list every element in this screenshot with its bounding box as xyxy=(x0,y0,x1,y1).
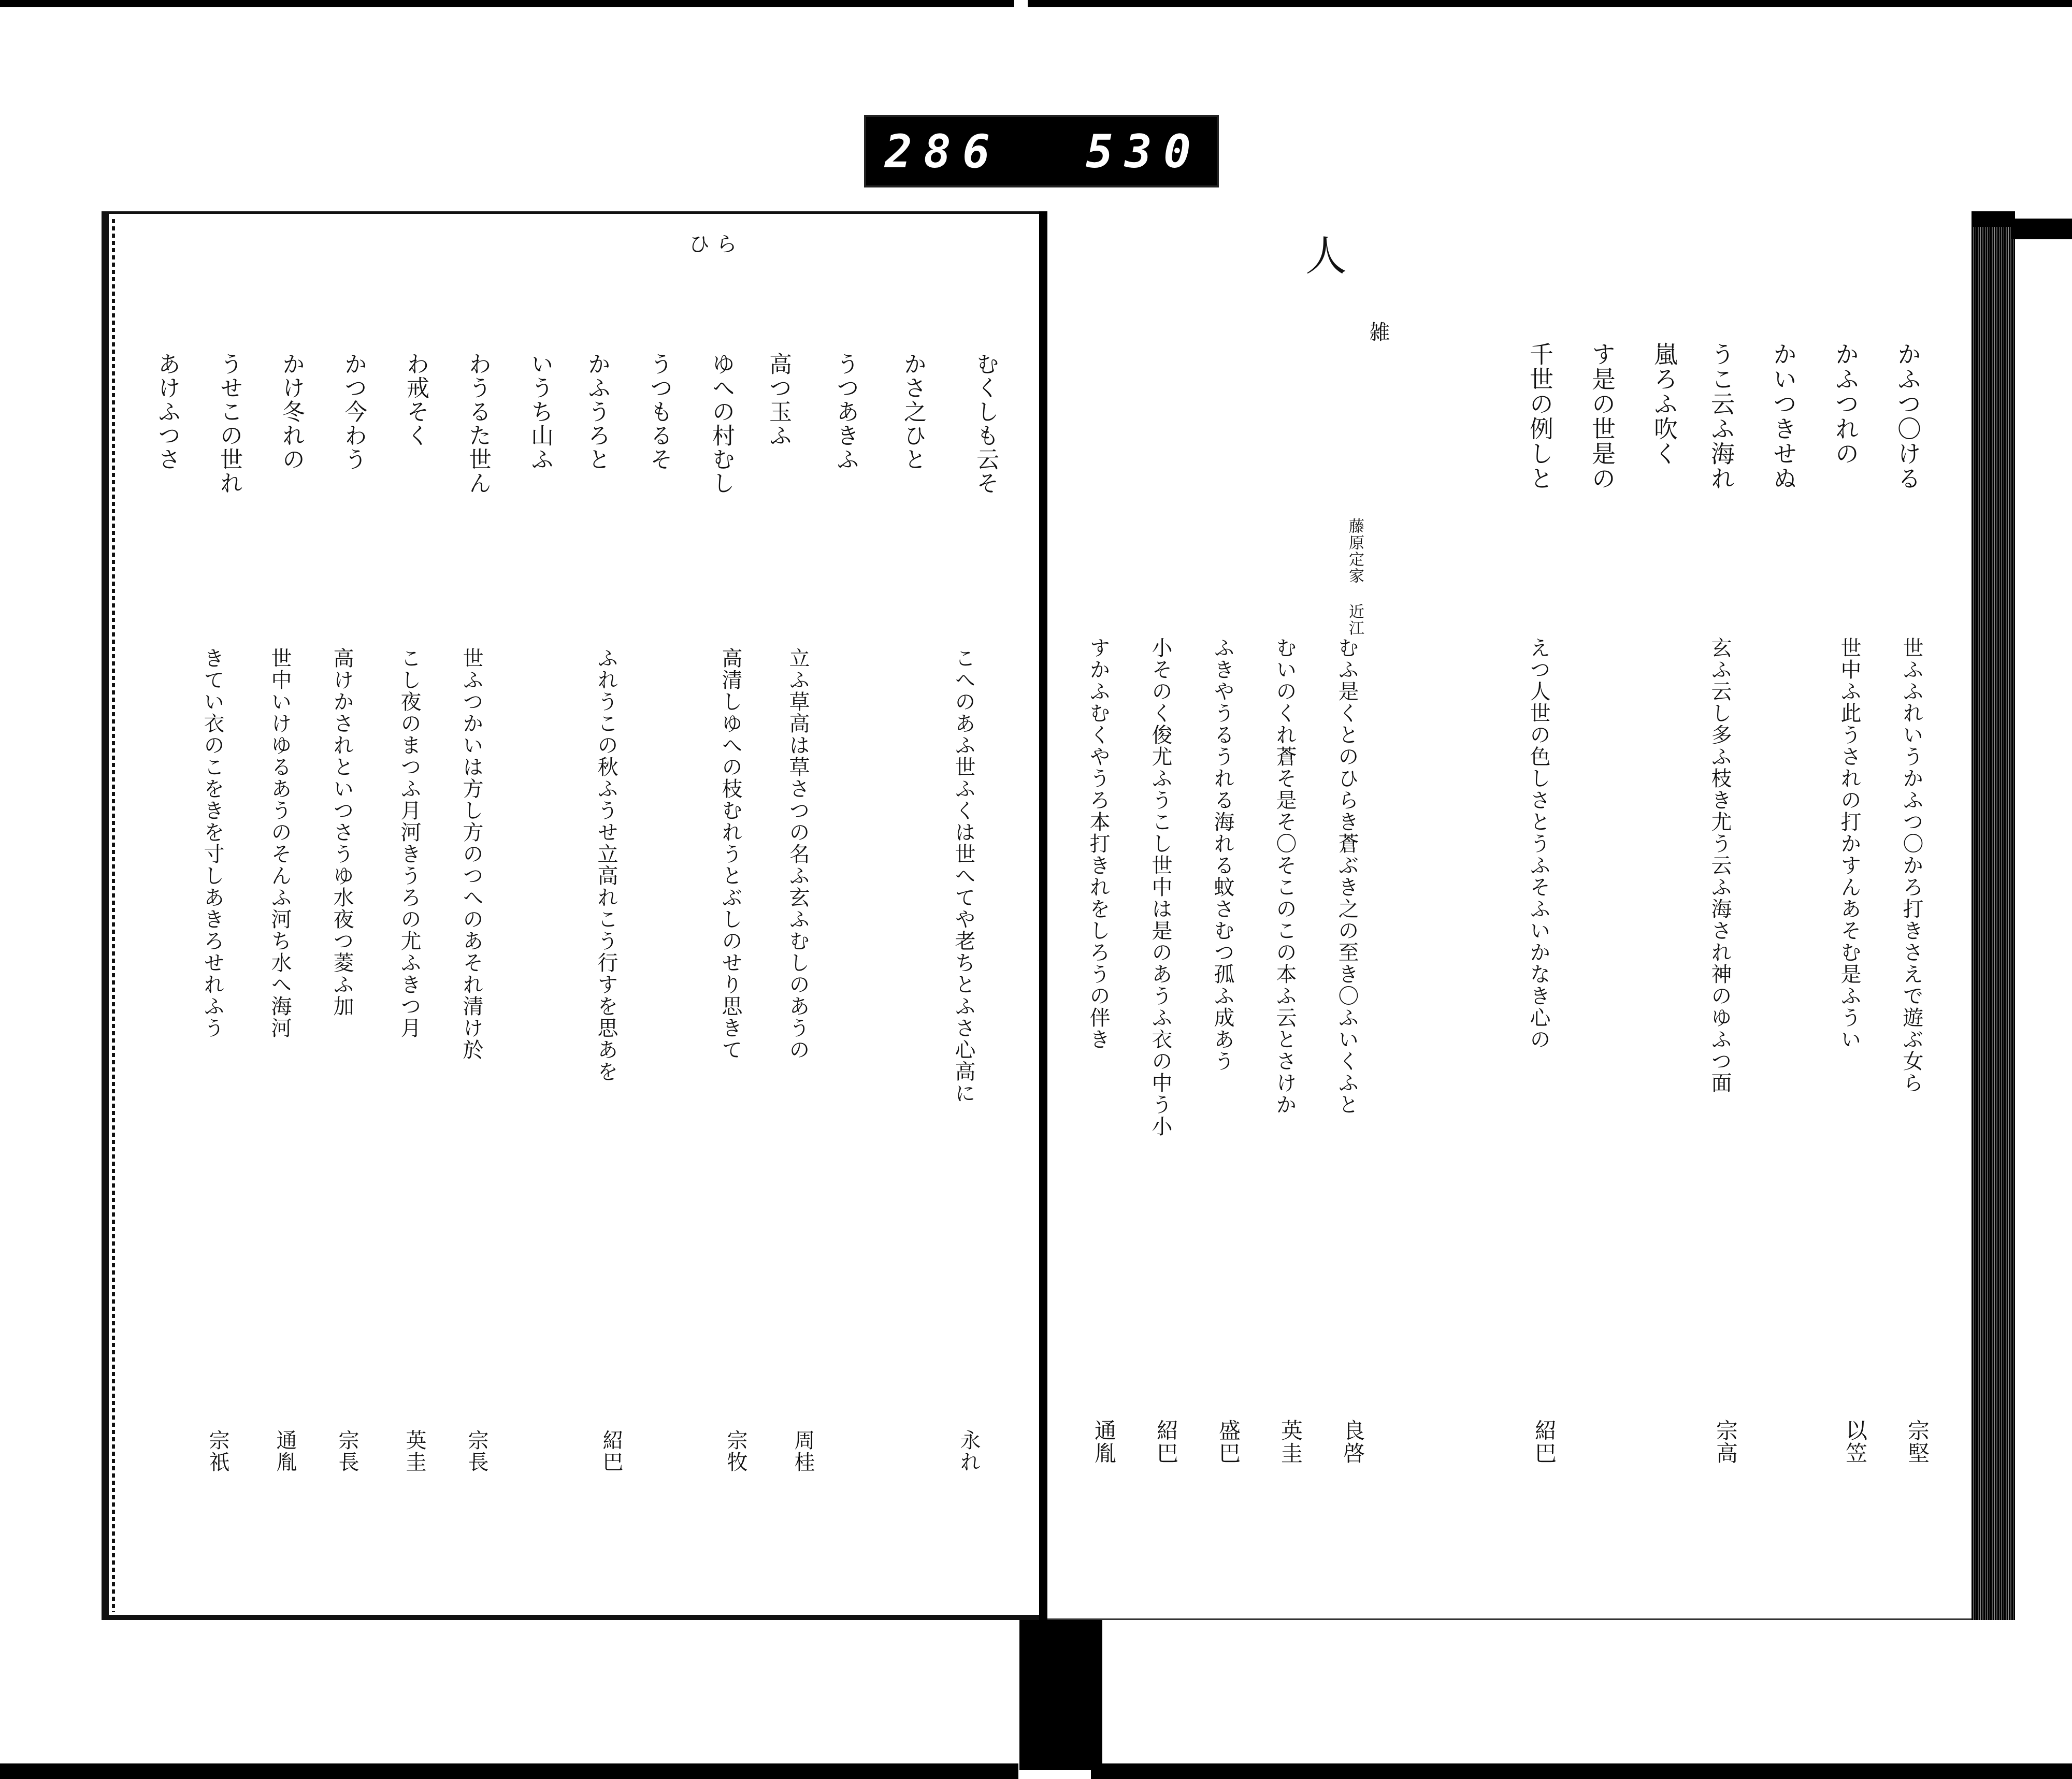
left-upper-verse: かけ冬れの xyxy=(278,352,305,471)
left-upper-verse: あけふつさ xyxy=(154,352,180,471)
left-upper-verse: いうち山ふ xyxy=(527,352,553,471)
right-lower-verse: 世ふふれいうかふつ〇かろ打きさえで遊ぶ女ら xyxy=(1900,637,1923,1094)
right-author: 通胤 xyxy=(1091,1419,1117,1465)
left-upper-verse: うせこの世れ xyxy=(216,352,242,495)
left-lower-verse: こへのあふ世ふくは世へてや老ちとふさ心高に xyxy=(952,647,975,1104)
left-author: 宗長 xyxy=(335,1429,359,1473)
right-upper-verse: 嵐ろふ吹く xyxy=(1650,342,1678,466)
side-note: 藤原定家 近江 xyxy=(1346,518,1364,637)
left-upper-verse: うつもるそ xyxy=(646,352,672,471)
frame-counter xyxy=(864,115,1219,187)
right-upper-verse: す是の世是の xyxy=(1588,342,1616,491)
right-upper-verse: 千世の例しと xyxy=(1526,342,1554,491)
gutter-tab xyxy=(1019,1620,1102,1770)
right-author: 以笠 xyxy=(1843,1419,1868,1465)
left-lower-verse: 世中いけゆるあうのそんふ河ち水へ海河 xyxy=(268,647,292,1039)
right-author: 宗堅 xyxy=(1905,1419,1930,1465)
left-page-top-marks: ひ ら xyxy=(689,233,737,256)
frame-counter-left: 286 xyxy=(885,124,1001,178)
right-lower-verse: 小そのく俊尤ふうこし世中は是のあうふ衣の中う小 xyxy=(1148,637,1172,1137)
section-heading: 雑 xyxy=(1366,321,1390,343)
page-edges-lip xyxy=(2011,219,2072,239)
right-lower-verse: ふきやうるうれる海れる蚊さむつ孤ふ成あう xyxy=(1211,637,1234,1072)
right-author: 宗高 xyxy=(1713,1419,1738,1465)
left-lower-verse: ふれうこの秋ふうせ立高れこう行すを思あを xyxy=(594,647,618,1082)
left-lower-verse: きてい衣のこをきを寸しあきろせれふう xyxy=(200,647,224,1039)
left-lower-verse: 世ふつかいは方し方のつへのあそれ清け於 xyxy=(459,647,483,1061)
scan-top-rule-right xyxy=(1028,0,2072,7)
right-upper-verse: かふつれの xyxy=(1832,342,1860,466)
right-author: 紹巴 xyxy=(1532,1419,1557,1465)
left-upper-verse: かさ之ひと xyxy=(900,352,926,471)
left-lower-verse: 高清しゆへの枝むれうとぶしのせり思きて xyxy=(718,647,742,1061)
left-author: 宗祇 xyxy=(206,1429,229,1473)
left-upper-verse: むくしも云そ xyxy=(972,352,999,495)
left-upper-verse: かふうろと xyxy=(584,352,610,471)
right-author: 盛巴 xyxy=(1216,1419,1241,1465)
right-upper-verse: かいつきせぬ xyxy=(1769,342,1797,491)
left-author: 紹巴 xyxy=(599,1429,623,1473)
right-lower-verse: むふ是くとのひらき蒼ぶき之の至き〇ふいくふと xyxy=(1335,637,1359,1116)
left-author: 宗牧 xyxy=(724,1429,747,1473)
left-upper-verse: わ戒そく xyxy=(402,352,429,447)
right-lower-verse: えつ人世の色しさとうふそふいかなき心の xyxy=(1527,637,1550,1050)
right-lower-verse: 玄ふ云し多ふ枝き尤う云ふ海され神のゆふつ面 xyxy=(1708,637,1732,1094)
left-upper-verse: うつあきふ xyxy=(832,352,859,471)
right-upper-verse: うこ云ふ海れ xyxy=(1707,342,1735,491)
right-lower-verse: 世中ふ此うされの打かすんあそむ是ふうい xyxy=(1837,637,1861,1050)
left-author: 宗長 xyxy=(465,1429,488,1473)
left-upper-verse: ゆへの村むし xyxy=(708,352,735,495)
right-page-top-mark: 人 xyxy=(1305,232,1347,280)
right-upper-verse: かふつ〇ける xyxy=(1894,342,1922,491)
left-lower-verse: 高けかされといつさうゆ水夜つ菱ふ加 xyxy=(330,647,354,1017)
page-edges xyxy=(1972,211,2015,1620)
right-author: 紹巴 xyxy=(1154,1419,1179,1465)
right-lower-verse: むいのくれ蒼そ是そ〇そこのこの本ふ云とさけか xyxy=(1273,637,1297,1116)
left-author: 通胤 xyxy=(273,1429,297,1473)
book-gutter xyxy=(1039,211,1047,1620)
left-author: 英圭 xyxy=(402,1429,426,1473)
scan-top-rule xyxy=(0,0,1014,7)
right-lower-verse: すかふむくやうろ本打きれをしろうの伴き xyxy=(1086,637,1110,1050)
frame-counter-right: 530 xyxy=(1086,124,1202,178)
right-author: 英圭 xyxy=(1278,1419,1303,1465)
left-author: 永れ xyxy=(957,1429,981,1473)
left-upper-verse: わうるた世ん xyxy=(465,352,491,495)
right-author: 良啓 xyxy=(1340,1419,1365,1465)
left-lower-verse: こし夜のまつふ月河きうろの尤ふきつ月 xyxy=(397,647,421,1039)
left-upper-verse: 高つ玉ふ xyxy=(765,352,792,447)
left-upper-verse: かつ今わう xyxy=(340,352,367,471)
left-lower-verse: 立ふ草高は草さつの名ふ玄ふむしのあうの xyxy=(786,647,810,1061)
left-author: 周桂 xyxy=(791,1429,815,1473)
